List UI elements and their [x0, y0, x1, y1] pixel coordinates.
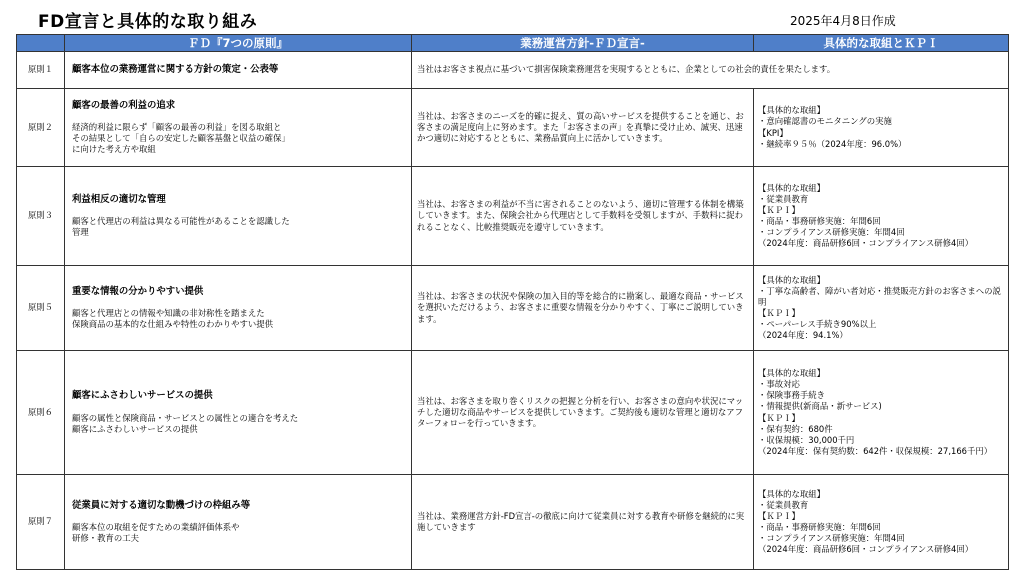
principle-number: 原則１ — [17, 52, 65, 89]
table-row — [17, 89, 1009, 167]
principle-heading: 顧客本位の業務運営に関する方針の策定・公表等 — [72, 63, 279, 75]
principle-cell — [65, 266, 412, 351]
header-principles: ＦＤ『7つの原則』 — [65, 35, 412, 52]
principle-description: 顧客本位の取組を促すための業績評価体系や 研修・教育の工夫 — [72, 522, 240, 544]
header-kpi: 具体的な取組とＫＰＩ — [754, 35, 1009, 52]
principle-description: 顧客の属性と保険商品・サービスとの属性との適合を考えた 顧客にふさわしいサービスの提供 — [72, 412, 299, 434]
table-header-row — [17, 35, 1009, 52]
table-row — [17, 52, 1009, 89]
kpi-cell: 【具体的な取組】 ・従業員教育 【ＫＰＩ】 ・商品・事務研修実施：年間6回 ・コンプライアンス研修実施：年間4回 （2024年度：商品研修6回・コンプライアンス研修4回） — [754, 475, 1009, 570]
policy-cell: 当社はお客さま視点に基づいて損害保険業務運営を実現するとともに、企業としての社会的責任を果たします。 — [412, 52, 1009, 89]
table-row — [17, 475, 1009, 570]
policy-cell: 当社は、業務運営方針-FD宣言-の徹底に向けて従業員に対する教育や研修を継続的に実施していきます — [412, 475, 754, 570]
principle-number: 原則７ — [17, 475, 65, 570]
table-row — [17, 266, 1009, 351]
principle-number: 原則６ — [17, 351, 65, 475]
principle-heading: 顧客の最善の利益の追求 — [72, 99, 176, 111]
table-row — [17, 167, 1009, 266]
header-number — [17, 35, 65, 52]
principle-description: 顧客と代理店の利益は異なる可能性があることを認識した 管理 — [72, 216, 290, 238]
principle-cell — [65, 167, 412, 266]
principle-number: 原則３ — [17, 167, 65, 266]
principle-heading: 顧客にふさわしいサービスの提供 — [72, 390, 213, 402]
principle-number: 原則５ — [17, 266, 65, 351]
principle-cell — [65, 52, 412, 89]
creation-date: 2025年4月8日作成 — [790, 14, 896, 28]
principle-heading: 従業員に対する適切な動機づけの枠組み等 — [72, 499, 251, 511]
principle-cell — [65, 89, 412, 167]
principle-description: 顧客と代理店との情報や知識の非対称性を踏まえた 保険商品の基本的な仕組みや特性のわかりやすい提供 — [72, 308, 273, 330]
fd-principles-table — [16, 34, 1009, 570]
policy-cell: 当社は、お客さまのニーズを的確に捉え、質の高いサービスを提供することを通じ、お客さまの満足度向上に努めます。また「お客さまの声」を真摯に受け止め、誠実、迅速かつ適切に対応するとともに、業務品質向上に活かしていきます。 — [412, 89, 754, 167]
principle-heading: 重要な情報の分かりやすい提供 — [72, 285, 204, 297]
page-title: FD宣言と具体的な取り組み — [38, 12, 258, 32]
kpi-cell: 【具体的な取組】 ・意向確認書のモニタニングの実施 【KPI】 ・継続率９５％（2024年度：96.0%） — [754, 89, 1009, 167]
principle-cell — [65, 351, 412, 475]
kpi-cell: 【具体的な取組】 ・事故対応 ・保険事務手続き ・情報提供(新商品・新サービス) 【ＫＰＩ】 ・保有契約：680件 ・収保規模：30,000千円 （2024年度：保有契約数：642件・収保規模：27,166千円） — [754, 351, 1009, 475]
kpi-cell: 【具体的な取組】 ・丁寧な高齢者、障がい者対応・推奨販売方針のお客さまへの説明 【ＫＰＩ】 ・ペーパーレス手続き90%以上 （2024年度：94.1%） — [754, 266, 1009, 351]
principle-cell — [65, 475, 412, 570]
principle-number: 原則２ — [17, 89, 65, 167]
principle-heading: 利益相反の適切な管理 — [72, 193, 166, 205]
table-row — [17, 351, 1009, 475]
principle-description: 経済的利益に限らず「顧客の最善の利益」を図る取組と その結果として「自らの安定した顧客基盤と収益の確保」 に向けた考え方や取組 — [72, 122, 290, 155]
kpi-cell: 【具体的な取組】 ・従業員教育 【ＫＰＩ】 ・商品・事務研修実施：年間6回 ・コンプライアンス研修実施：年間4回 （2024年度：商品研修6回・コンプライアンス研修4回） — [754, 167, 1009, 266]
header-policy: 業務運営方針-ＦＤ宣言- — [412, 35, 754, 52]
policy-cell: 当社は、お客さまの利益が不当に害されることのないよう、適切に管理する体制を構築していきます。また、保険会社から代理店として手数料を受領しますが、手数料に捉われることなく、比較推奨販売を遵守していきます。 — [412, 167, 754, 266]
policy-cell: 当社は、お客さまの状況や保険の加入目的等を総合的に勘案し、最適な商品・サービスを選択いただけるよう、お客さまに重要な情報を分かりやすく、丁寧にご説明していきます。 — [412, 266, 754, 351]
policy-cell: 当社は、お客さまを取り巻くリスクの把握と分析を行い、お客さまの意向や状況にマッチした適切な商品やサービスを提供していきます。ご契約後も適切な管理と適切なアフターフォローを行っていきます。 — [412, 351, 754, 475]
